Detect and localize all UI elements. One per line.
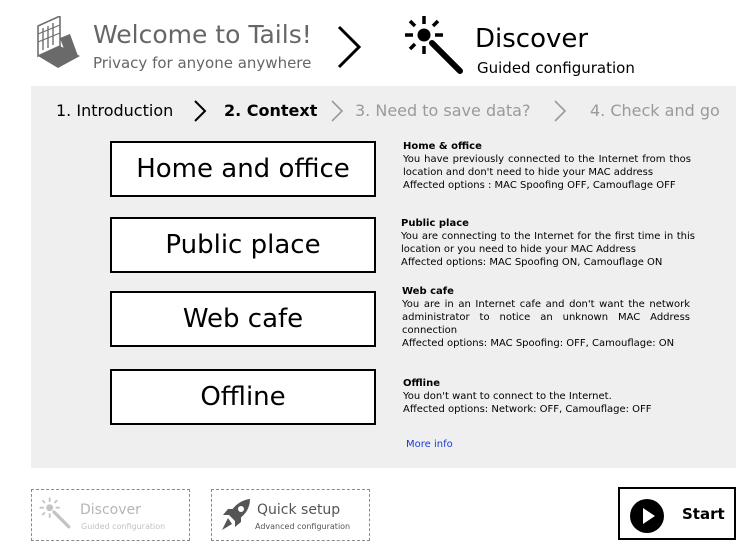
description-affected: Affected options: MAC Spoofing ON, Camouflage ON	[401, 257, 663, 268]
play-icon	[629, 498, 665, 538]
description-text: You are connecting to the Internet for the first time in this location or you need to hide your MAC Address	[401, 231, 695, 255]
offline-description	[403, 377, 695, 416]
start-button[interactable]	[618, 487, 736, 540]
description-affected: Affected options: Network: OFF, Camouflage: OFF	[403, 404, 652, 415]
tails-logo-icon	[34, 16, 82, 72]
web-cafe-button[interactable]: Web cafe	[110, 291, 376, 347]
quick-setup-sub: Advanced configuration	[255, 522, 351, 531]
description-heading: Offline	[403, 378, 440, 389]
offline-button[interactable]: Offline	[110, 369, 376, 425]
description-affected: Affected options : MAC Spoofing OFF, Camouflage OFF	[403, 180, 676, 191]
quick-setup-label: Quick setup	[257, 502, 341, 518]
discover-mode-sub: Guided configuration	[81, 522, 166, 531]
description-heading: Home & office	[403, 141, 482, 152]
quick-setup-button[interactable]	[211, 489, 370, 541]
discover-mode-label: Discover	[80, 502, 141, 518]
chevron-right-icon	[330, 99, 344, 127]
description-text: You don't want to connect to the Internet.	[403, 391, 612, 402]
discover-title: Discover	[475, 24, 589, 54]
magic-wand-icon	[38, 496, 72, 534]
welcome-subtitle: Privacy for anyone anywhere	[93, 54, 312, 72]
discover-mode-button[interactable]	[31, 489, 190, 541]
step-introduction[interactable]: 1. Introduction	[56, 101, 174, 120]
chevron-right-icon	[553, 99, 567, 127]
step-context[interactable]: 2. Context	[224, 101, 318, 120]
chevron-right-icon	[193, 99, 207, 127]
discover-subtitle: Guided configuration	[477, 59, 635, 77]
step-save-data[interactable]: 3. Need to save data?	[355, 101, 531, 120]
description-text: You are in an Internet cafe and don't want the network administrator to notice an unknown MAC Address connection	[402, 299, 690, 336]
description-heading: Public place	[401, 218, 469, 229]
magic-wand-icon	[402, 14, 466, 76]
home-office-description	[403, 140, 691, 192]
chevron-right-icon	[334, 24, 364, 70]
home-office-button[interactable]: Home and office	[110, 141, 376, 197]
rocket-icon	[219, 497, 253, 537]
public-place-button[interactable]: Public place	[110, 217, 376, 273]
more-info-link[interactable]: More info	[406, 439, 453, 450]
description-heading: Web cafe	[402, 286, 454, 297]
description-affected: Affected options: MAC Spoofing: OFF, Camouflage: ON	[402, 338, 675, 349]
start-label: Start	[682, 505, 725, 523]
welcome-title: Welcome to Tails!	[93, 20, 312, 49]
web-cafe-description	[402, 285, 690, 350]
public-place-description	[401, 217, 695, 269]
description-text: You have previously connected to the Internet from thos location and don't need to hide your MAC address	[403, 154, 691, 178]
step-check-and-go[interactable]: 4. Check and go	[590, 101, 720, 120]
